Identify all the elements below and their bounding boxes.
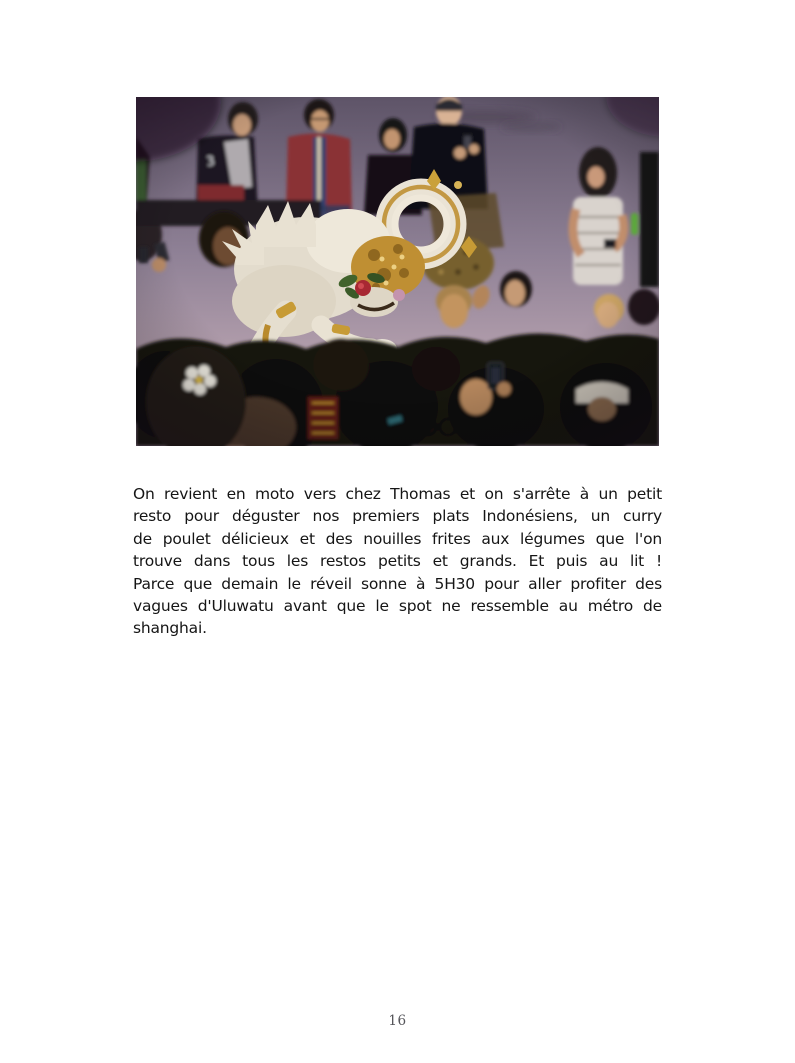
page-number: 16	[388, 1013, 407, 1029]
paragraph-line: shanghai.	[133, 619, 207, 638]
paragraph-line: On revient en moto vers chez Thomas et on s'arrête à un petit	[133, 485, 662, 503]
paragraph-line: resto pour déguster nos premiers plats Indonésiens, un curry	[133, 507, 662, 526]
journal-paragraph	[133, 483, 662, 640]
paragraph-line: Parce que demain le réveil sonne à 5H30 pour aller profiter des	[133, 574, 662, 593]
photo-vignette	[136, 97, 659, 446]
crowd-dancer-photo	[136, 97, 659, 446]
paragraph-line: vagues d'Uluwatu avant que le spot ne ressemble au métro de	[133, 597, 662, 616]
paragraph-line: de poulet délicieux et des nouilles frites aux légumes que l'on	[133, 529, 662, 548]
paragraph-line: trouve dans tous les restos petits et grands. Et puis au lit !	[133, 552, 662, 571]
crowd-dancer-photo-canvas	[136, 97, 659, 446]
